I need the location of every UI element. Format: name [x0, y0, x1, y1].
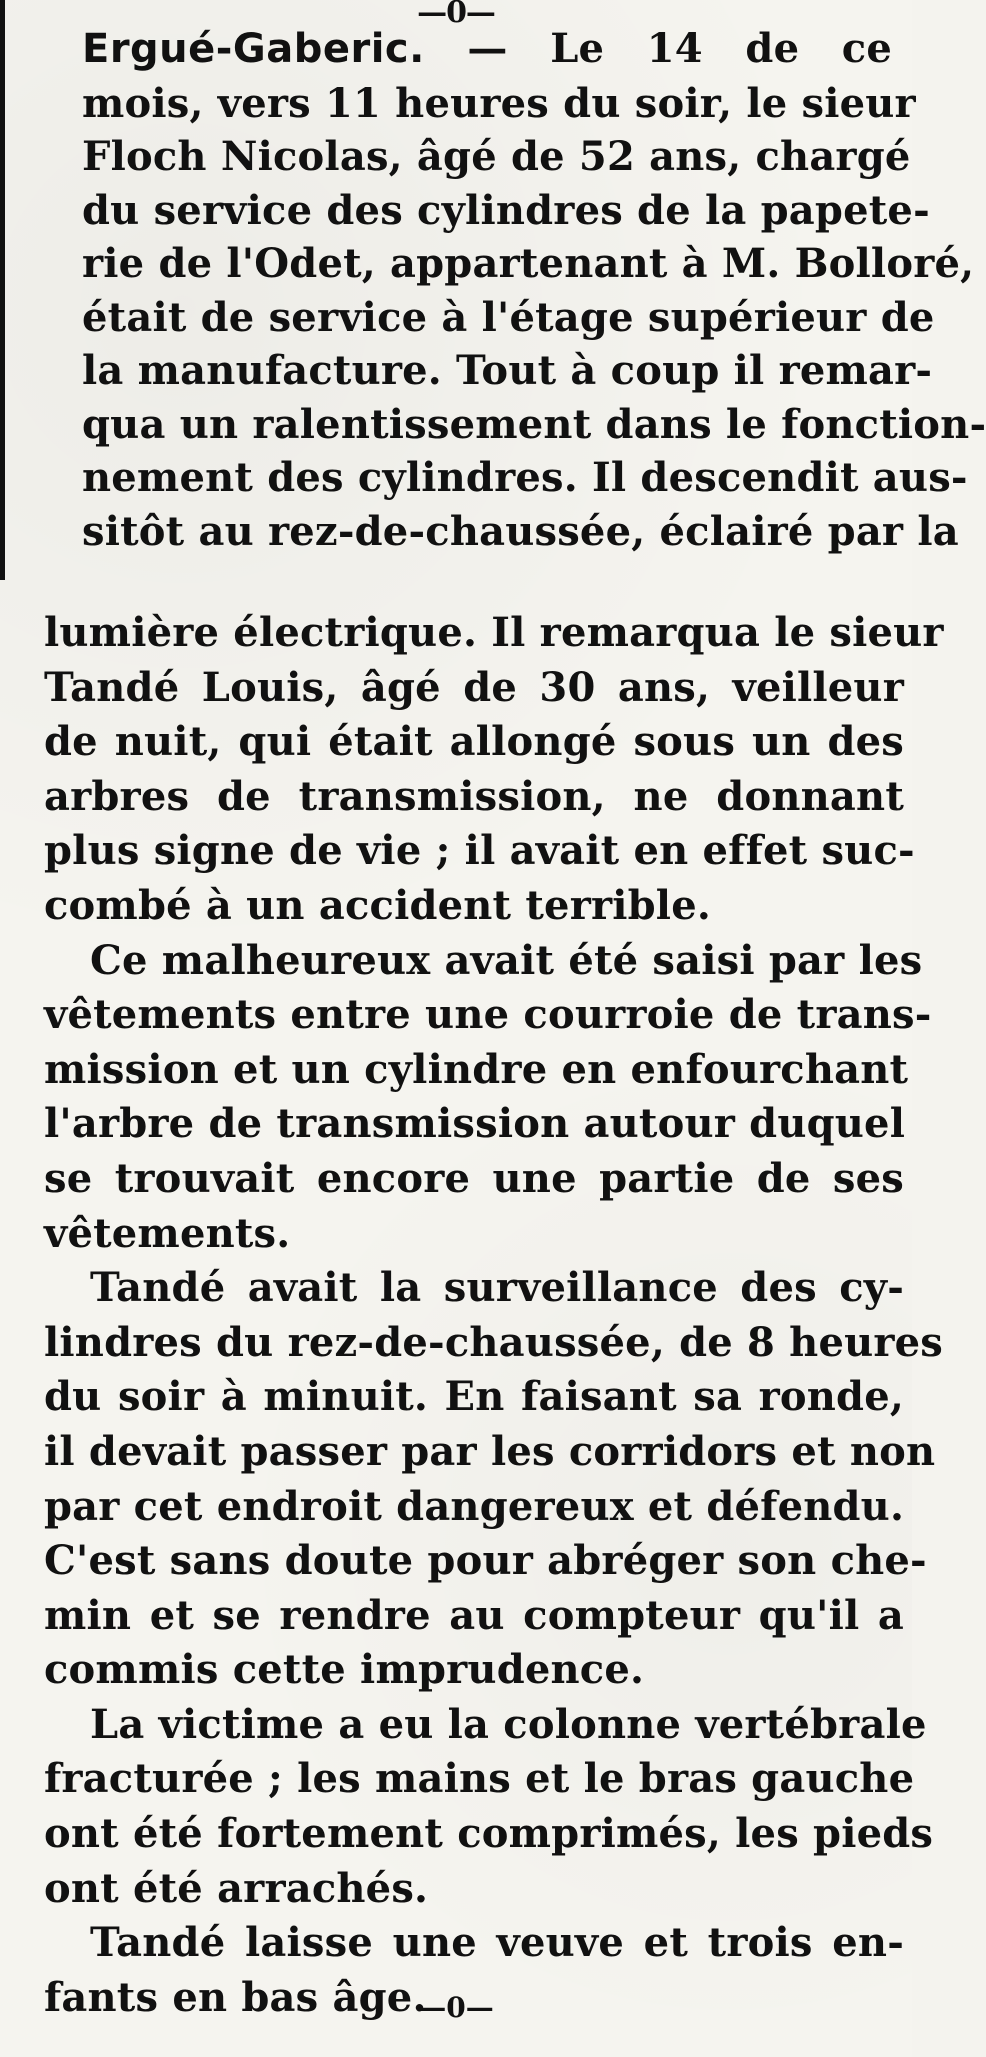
article-paragraph-start: Ce malheureux avait été saisi par les: [90, 936, 923, 984]
top-separator: —0—: [417, 0, 495, 30]
article-line: l'arbre de transmission autour duquel: [44, 1100, 906, 1148]
article-line-1: [82, 22, 892, 77]
article-paragraph-start: La victime a eu la colonne vertébrale: [90, 1700, 927, 1748]
article-line: lumière électrique. Il remarqua le sieur: [44, 609, 944, 656]
article-line: de nuit, qui était allongé sous un des: [44, 718, 904, 766]
article-paragraph-start: Tandé avait la surveillance des cy-: [90, 1264, 904, 1312]
article-line: Tandé Louis, âgé de 30 ans, veilleur: [44, 663, 904, 711]
article-line: fants en bas âge.: [44, 1973, 427, 2021]
article-line: il devait passer par les corridors et non: [44, 1427, 936, 1475]
article-line: mission et un cylindre en enfourchant: [44, 1045, 909, 1093]
article-line: la manufacture. Tout à coup il remar-: [82, 347, 933, 394]
article-line: combé à un accident terrible.: [44, 881, 711, 929]
article-section-top: [82, 22, 986, 558]
article-line: ont été fortement comprimés, les pieds: [44, 1810, 934, 1858]
article-line: du soir à minuit. En faisant sa ronde,: [44, 1373, 904, 1421]
article-line-1-text: — Le 14 de ce: [424, 25, 892, 72]
article-line: lindres du rez-de-chaussée, de 8 heures: [44, 1318, 944, 1366]
article-line: était de service à l'étage supérieur de: [82, 293, 935, 341]
article-line: par cet endroit dangereux et défendu.: [44, 1482, 905, 1530]
article-line: mois, vers 11 heures du soir, le sieur: [82, 79, 916, 127]
article-line: sitôt au rez-de-chaussée, éclairé par la: [82, 507, 959, 555]
article-line: commis cette imprudence.: [44, 1646, 645, 1694]
article-line: du service des cylindres de la papete-: [82, 186, 930, 234]
article-line: Floch Nicolas, âgé de 52 ans, chargé: [82, 133, 911, 180]
article-line: arbres de transmission, ne donnant: [44, 772, 904, 820]
article-line: min et se rendre au compteur qu'il a: [44, 1591, 904, 1639]
article-line: nement des cylindres. Il descendit aus-: [82, 454, 968, 501]
article-place-heading: Ergué-Gaberic.: [82, 26, 425, 72]
bottom-separator: —0—: [418, 1991, 494, 2024]
article-line: vêtements.: [44, 1209, 291, 1257]
article-line: vêtements entre une courroie de trans-: [44, 991, 932, 1039]
article-line: ont été arrachés.: [44, 1864, 429, 1912]
article-line: se trouvait encore une partie de ses: [44, 1154, 904, 1202]
column-rule: [0, 0, 5, 580]
article-line: fracturée ; les mains et le bras gauche: [44, 1755, 915, 1803]
article-paragraph-start: Tandé laisse une veuve et trois en-: [90, 1919, 904, 1967]
article-line: plus signe de vie ; il avait en effet suc-: [44, 827, 915, 875]
article-line: rie de l'Odet, appartenant à M. Bolloré,: [82, 240, 975, 287]
article-line: qua un ralentissement dans le fonction-: [82, 400, 986, 448]
article-line: C'est sans doute pour abréger son che-: [44, 1537, 927, 1585]
article-section-bottom: [44, 606, 944, 2025]
